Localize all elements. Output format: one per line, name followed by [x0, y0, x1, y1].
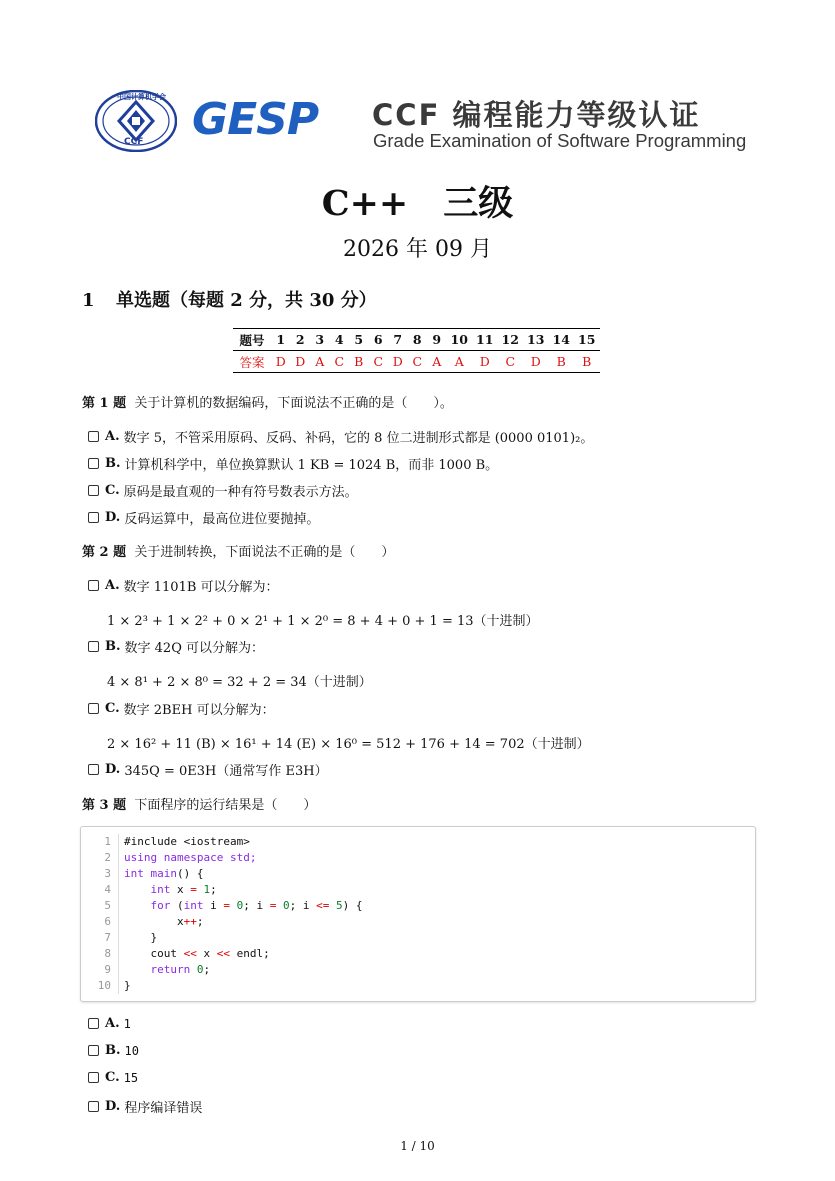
q1-option-d[interactable] — [88, 508, 319, 527]
option-text: 原码是最直观的一种有符号数表示方法。 — [123, 485, 358, 500]
code-line — [81, 882, 362, 898]
answer-cell: B — [574, 351, 600, 373]
code-text: } — [124, 979, 131, 992]
code-operator: << — [216, 947, 230, 960]
code-text: ; i — [243, 899, 270, 912]
option-text: 数字 5，不管采用原码、反码、补码，它的 8 位二进制形式都是 (0000 0101)₂。 — [123, 431, 594, 446]
answer-cell: D — [472, 351, 498, 373]
code-number: 0 — [236, 899, 244, 912]
code-number: 0 — [282, 899, 290, 912]
answer-cell: A — [310, 351, 330, 373]
code-operator: = — [223, 899, 230, 912]
code-line — [81, 834, 362, 850]
answer-cell: C — [408, 351, 428, 373]
answer-table-answer-row — [233, 351, 600, 373]
q2-option-c[interactable] — [88, 699, 275, 718]
question-number: 5 — [349, 329, 369, 351]
option-text: 计算机科学中，单位换算默认 1 KB = 1024 B，而非 1000 B。 — [124, 458, 499, 473]
q1-option-c[interactable] — [88, 481, 358, 500]
section-heading — [82, 286, 377, 312]
question-number: 9 — [427, 329, 447, 351]
question-number: 4 — [330, 329, 350, 351]
option-letter: D. — [105, 1099, 121, 1114]
code-line — [81, 978, 362, 994]
option-letter: C. — [105, 1070, 120, 1085]
answer-table-number-row — [233, 329, 600, 351]
question-number: 7 — [388, 329, 408, 351]
code-text: #include <iostream> — [124, 835, 250, 848]
code-number: 5 — [335, 899, 343, 912]
code-keyword: for — [124, 899, 171, 912]
code-text: i — [203, 899, 224, 912]
option-letter: C. — [105, 483, 120, 498]
line-number: 7 — [81, 930, 119, 946]
question-label: 第 3 题 — [82, 798, 127, 813]
code-text: ; — [203, 963, 211, 976]
q3-option-c[interactable] — [88, 1070, 138, 1085]
option-letter: D. — [105, 510, 121, 525]
code-operator: = — [269, 899, 277, 912]
q2-option-c-formula: 2 × 16² + 11 (B) × 16¹ + 14 (E) × 16⁰ = 512 + 176 + 14 = 702（十进制） — [107, 737, 590, 752]
line-number: 5 — [81, 898, 119, 914]
code-text: ; i — [289, 899, 317, 912]
answer-cell: D — [271, 351, 291, 373]
question-number: 13 — [523, 329, 549, 351]
line-number: 4 — [81, 882, 119, 898]
page-number: 1 / 10 — [400, 1139, 435, 1153]
q2-option-b-formula: 4 × 8¹ + 2 × 8⁰ = 32 + 2 = 34（十进制） — [107, 675, 372, 690]
option-text: 15 — [123, 1070, 139, 1085]
code-keyword: int — [183, 899, 204, 912]
code-line — [81, 898, 362, 914]
code-text — [190, 962, 197, 978]
option-checkbox[interactable] — [88, 641, 99, 652]
code-text: x — [196, 947, 217, 960]
option-letter: A. — [105, 429, 120, 444]
option-checkbox[interactable] — [88, 431, 99, 442]
row-label-number: 题号 — [233, 329, 271, 351]
q2-option-d[interactable] — [88, 760, 328, 779]
q2-option-a[interactable] — [88, 576, 279, 595]
answer-cell: C — [330, 351, 350, 373]
document-date: 2026 年 09 月 — [343, 237, 492, 262]
question-number: 6 — [369, 329, 389, 351]
question-text: 关于计算机的数据编码，下面说法不正确的是（ ）。 — [134, 396, 453, 411]
q2-option-b[interactable] — [88, 637, 264, 656]
line-number: 3 — [81, 866, 119, 882]
option-checkbox[interactable] — [88, 512, 99, 523]
option-checkbox[interactable] — [88, 1101, 99, 1112]
question-2-stem — [82, 541, 394, 560]
question-label: 第 1 题 — [82, 396, 127, 411]
answer-cell: A — [427, 351, 447, 373]
code-keyword: int — [124, 883, 171, 896]
question-number: 2 — [291, 329, 311, 351]
code-text: ; — [210, 883, 217, 896]
answer-cell: B — [549, 351, 575, 373]
question-number: 3 — [310, 329, 330, 351]
code-operator: ++ — [183, 915, 197, 928]
option-text: 345Q = 0E3H（通常写作 E3H） — [124, 764, 328, 779]
document-title: C++ 三级 — [321, 183, 514, 224]
option-text: 数字 2BEH 可以分解为： — [123, 703, 275, 718]
option-checkbox[interactable] — [88, 1045, 99, 1056]
ccf-logo-abbr: CCF — [124, 137, 144, 147]
option-checkbox[interactable] — [88, 764, 99, 775]
question-text: 下面程序的运行结果是（ ） — [134, 798, 317, 813]
option-checkbox[interactable] — [88, 458, 99, 469]
code-block — [80, 826, 756, 1002]
code-line — [81, 914, 362, 930]
answer-cell: D — [523, 351, 549, 373]
option-text: 1 — [123, 1016, 131, 1031]
question-number: 12 — [498, 329, 524, 351]
answer-cell: C — [369, 351, 389, 373]
question-number: 8 — [408, 329, 428, 351]
line-number: 1 — [81, 834, 119, 850]
ccf-logo-text: 中国计算机学会 — [117, 93, 166, 101]
option-checkbox[interactable] — [88, 580, 99, 591]
code-keyword: using namespace — [124, 851, 224, 864]
row-label-answer: 答案 — [233, 351, 271, 373]
code-text: ) { — [342, 899, 363, 912]
code-function: main — [143, 867, 177, 880]
answer-cell: D — [291, 351, 311, 373]
option-letter: C. — [105, 701, 120, 716]
code-text: ; — [196, 915, 204, 928]
q2-option-a-formula: 1 × 2³ + 1 × 2² + 0 × 2¹ + 1 × 2⁰ = 8 + 4 + 0 + 1 = 13（十进制） — [107, 614, 539, 629]
code-text: cout — [124, 947, 184, 960]
line-number: 2 — [81, 850, 119, 866]
option-letter: B. — [105, 639, 121, 654]
option-checkbox[interactable] — [88, 1072, 99, 1083]
code-line — [81, 946, 362, 962]
code-operator: << — [183, 947, 197, 960]
header-title: CCF 编程能力等级认证 — [372, 98, 701, 132]
question-number: 11 — [472, 329, 498, 351]
code-number: 0 — [196, 963, 204, 976]
option-checkbox[interactable] — [88, 1018, 99, 1029]
option-letter: A. — [105, 1016, 120, 1031]
code-line — [81, 850, 362, 866]
code-text: std; — [223, 851, 257, 864]
question-number: 15 — [574, 329, 600, 351]
option-text: 数字 42Q 可以分解为： — [124, 641, 264, 656]
answer-cell: A — [447, 351, 473, 373]
question-number: 1 — [271, 329, 291, 351]
line-number: 10 — [81, 978, 119, 994]
code-line — [81, 866, 362, 882]
answer-cell: B — [349, 351, 369, 373]
code-operator: = — [190, 883, 197, 896]
code-text: x — [124, 915, 184, 928]
code-text — [329, 898, 336, 914]
gesp-logo: GESP — [192, 94, 319, 145]
answer-cell: D — [388, 351, 408, 373]
answer-cell: C — [498, 351, 524, 373]
option-checkbox[interactable] — [88, 485, 99, 496]
option-text: 10 — [124, 1043, 139, 1058]
question-number: 10 — [447, 329, 473, 351]
answer-table — [233, 328, 600, 373]
option-text: 反码运算中，最高位进位要抛掉。 — [124, 512, 320, 527]
ccf-logo — [95, 90, 177, 152]
q1-option-a[interactable] — [88, 427, 593, 446]
question-label: 第 2 题 — [82, 545, 127, 560]
question-3-stem — [82, 794, 316, 813]
question-text: 关于进制转换，下面说法不正确的是（ ） — [134, 545, 395, 560]
section-title: 单选题（每题 2 分，共 30 分） — [116, 290, 377, 311]
header-subtitle: Grade Examination of Software Programming — [373, 130, 747, 151]
code-text — [197, 882, 204, 898]
code-line — [81, 962, 362, 978]
q3-option-b[interactable] — [88, 1043, 139, 1058]
option-letter: A. — [105, 578, 120, 593]
line-number: 9 — [81, 962, 119, 978]
q3-option-d[interactable] — [88, 1097, 202, 1116]
line-number: 8 — [81, 946, 119, 962]
code-text — [276, 898, 283, 914]
q3-option-a[interactable] — [88, 1016, 131, 1031]
section-number: 1 — [82, 290, 95, 311]
question-1-stem — [82, 392, 453, 411]
question-number: 14 — [549, 329, 575, 351]
option-letter: B. — [105, 1043, 121, 1058]
option-letter: D. — [105, 762, 121, 777]
code-text: () { — [177, 867, 204, 880]
option-letter: B. — [105, 456, 121, 471]
code-line — [81, 930, 362, 946]
code-text: endl; — [229, 947, 270, 960]
option-text: 程序编译错误 — [124, 1101, 203, 1116]
code-operator: <= — [316, 899, 330, 912]
code-text: ( — [170, 899, 184, 912]
q1-option-b[interactable] — [88, 454, 498, 473]
code-text — [230, 898, 237, 914]
line-number: 6 — [81, 914, 119, 930]
code-text: } — [124, 931, 158, 944]
option-text: 数字 1101B 可以分解为： — [123, 580, 279, 595]
code-number: 1 — [203, 883, 211, 896]
option-checkbox[interactable] — [88, 703, 99, 714]
code-keyword: return — [124, 963, 191, 976]
code-text: x — [170, 883, 191, 896]
code-keyword: int — [124, 867, 144, 880]
